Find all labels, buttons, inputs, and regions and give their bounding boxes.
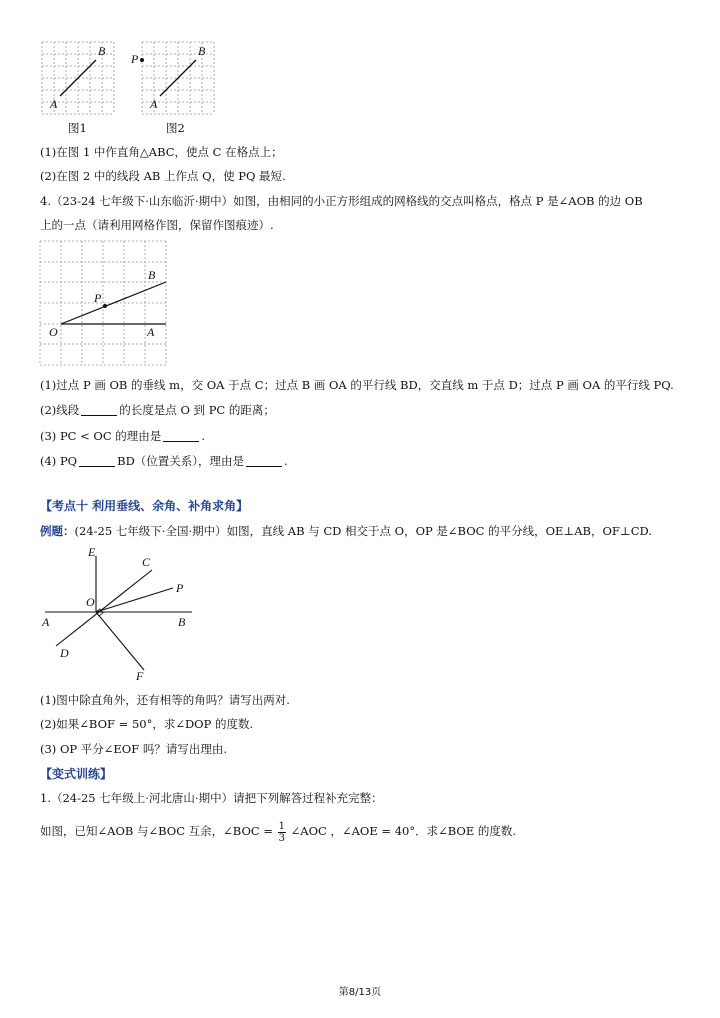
label-f: F (136, 669, 144, 682)
q4-part-2 (40, 402, 275, 418)
label-a2: A (42, 615, 50, 629)
q4-part-2-suffix: 的长度是点 O 到 PC 的距离； (119, 403, 275, 417)
q4-part-2-blank[interactable] (81, 403, 117, 416)
example-tag: 例题： (40, 524, 75, 538)
q4-part-3-suffix: . (201, 429, 205, 443)
label-p2: P (176, 581, 184, 595)
q4-part-3 (40, 428, 205, 444)
q4-stem-line2: 上的一点（请利用网格作图，保留作图痕迹）. (40, 218, 274, 232)
label-d: D (60, 646, 69, 660)
q4-part-4-blank-1[interactable] (79, 454, 115, 467)
example-text: (24-25 七年级下·全国·期中）如图，直线 AB 与 CD 相交于点 O，OP 是∠BOC 的平分线，OE⊥AB，OF⊥CD. (74, 524, 652, 538)
angle-figure (40, 542, 200, 682)
variant-title: 【变式训练】 (40, 767, 113, 781)
page-number: 第8/13页 (338, 987, 382, 998)
variant-q1-stem: 1.（24-25 七年级上·河北唐山·期中）请把下列解答过程补充完整： (40, 791, 383, 805)
example-part-1: (1)图中除直角外，还有相等的角吗？请写出两对. (40, 693, 290, 707)
variant-q1-prefix: 如图，已知∠AOB 与∠BOC 互余，∠BOC = (40, 824, 273, 838)
label-b-fig2: B (198, 44, 206, 58)
variant-q1-given (40, 819, 516, 844)
label-b2: B (178, 615, 186, 629)
q4-part-2-prefix: (2)线段 (40, 403, 80, 417)
label-e: E (88, 545, 96, 559)
q4-grid-figure (38, 238, 172, 368)
grid-figures-1-2 (40, 38, 230, 120)
example-part-2: (2)如果∠BOF = 50°，求∠DOP 的度数. (40, 717, 254, 731)
ray-of (96, 612, 144, 670)
q4-part-4-b: BD（位置关系），理由是 (117, 454, 245, 468)
label-o: O (49, 325, 58, 339)
example-line (40, 523, 652, 539)
q4-part-4-blank-2[interactable] (246, 454, 282, 467)
q3-part-1: (1)在图 1 中作直角△ABC，使点 C 在格点上； (40, 145, 283, 159)
q4-part-4-a: (4) PQ (40, 454, 78, 468)
point-p-fig2 (140, 58, 144, 62)
label-o2: O (86, 595, 95, 609)
label-a: A (147, 325, 155, 339)
fraction-one-third (278, 821, 286, 844)
label-c: C (142, 555, 151, 569)
q3-part-2: (2)在图 2 中的线段 AB 上作点 Q，使 PQ 最短. (40, 169, 286, 183)
label-b-fig1: B (98, 44, 106, 58)
q4-part-1: (1)过点 P 画 OB 的垂线 m，交 OA 于点 C；过点 B 画 OA 的平行线 BD，交直线 m 于点 D；过点 P 画 OA 的平行线 PQ. (40, 378, 674, 392)
label-a-fig2: A (150, 97, 158, 111)
q4-part-4 (40, 453, 288, 469)
fraction-denominator: 3 (278, 832, 286, 844)
q4-grid (40, 241, 166, 365)
figure-1-caption: 图1 (68, 121, 87, 135)
q4-part-3-blank[interactable] (163, 429, 199, 442)
fraction-numerator: 1 (278, 820, 286, 832)
line-cd (56, 570, 152, 646)
figure-2-caption: 图2 (166, 121, 185, 135)
section-10-title: 【考点十 利用垂线、余角、补角求角】 (40, 499, 249, 513)
label-b: B (148, 268, 156, 282)
q4-part-3-prefix: (3) PC < OC 的理由是 (40, 429, 162, 443)
q4-part-4-c: . (284, 454, 288, 468)
q4-stem-line1: 4.（23-24 七年级下·山东临沂·期中）如图，由相同的小正方形组成的网格线的交点叫格点，格点 P 是∠AOB 的边 OB (40, 194, 643, 208)
point-p (103, 304, 107, 308)
ray-op (96, 588, 173, 612)
variant-q1-suffix: ∠AOC ，∠AOE = 40°．求∠BOE 的度数. (290, 824, 517, 838)
label-a-fig1: A (50, 97, 58, 111)
example-part-3: (3) OP 平分∠EOF 吗？请写出理由. (40, 742, 228, 756)
label-p: P (94, 291, 102, 305)
label-p-fig2: P (131, 52, 139, 66)
